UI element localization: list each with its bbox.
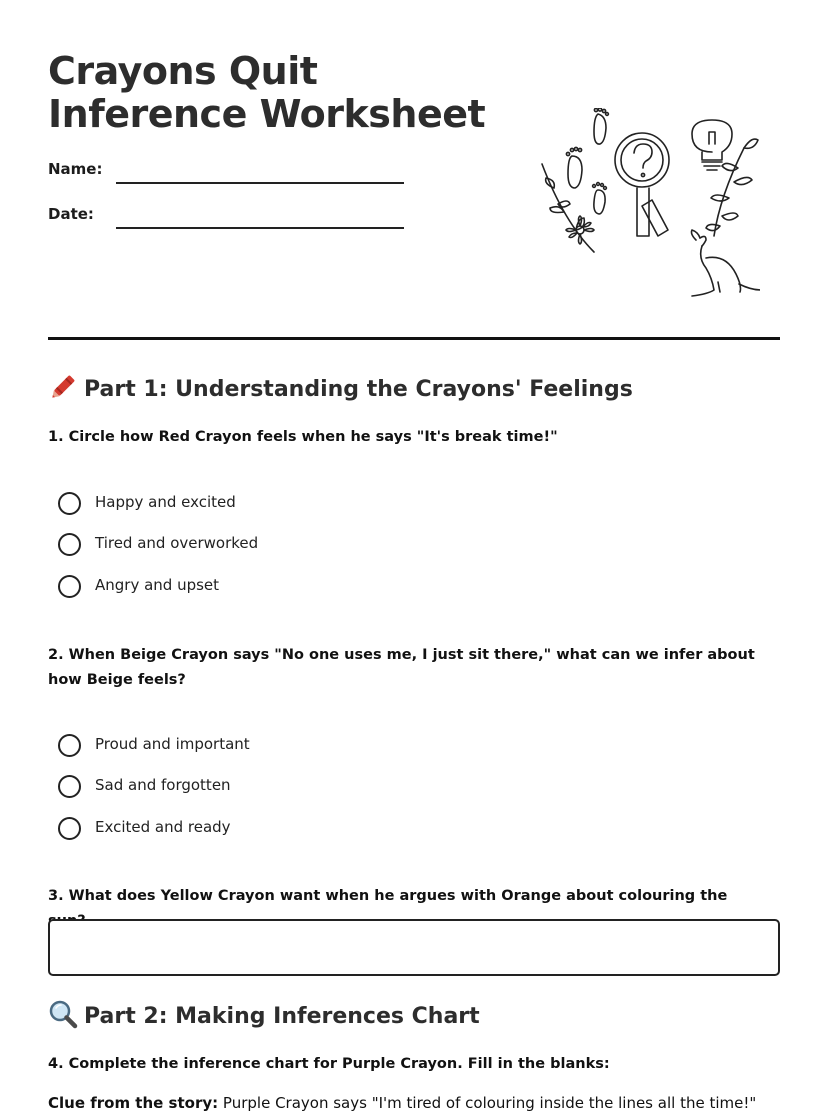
option-label: Sad and forgotten: [95, 776, 231, 794]
date-blank-line[interactable]: [116, 227, 404, 229]
magnifying-glass-icon: [48, 999, 78, 1029]
clue-line: [48, 1094, 756, 1112]
name-label: Name:: [48, 160, 103, 178]
part2-heading-text: Part 2: Making Inferences Chart: [84, 1004, 480, 1029]
option-label: Proud and important: [95, 735, 250, 753]
radio-circle[interactable]: [58, 575, 81, 598]
part1-heading: [48, 372, 633, 402]
question-3: 3. What does Yellow Crayon want when he argues with Orange about colouring the: [48, 888, 728, 904]
q3-answer-box[interactable]: [48, 919, 780, 976]
magnifying-glass-question-icon: [615, 133, 669, 236]
date-field-row: [48, 205, 408, 235]
date-label: Date:: [48, 205, 94, 223]
question-2: 2. When Beige Crayon says "No one uses me, I just sit there," what can we infer about how Beige feels?: [48, 647, 755, 688]
inference-illustration: [534, 108, 760, 298]
radio-circle[interactable]: [58, 533, 81, 556]
option-label: Excited and ready: [95, 818, 231, 836]
question-4: 4. Complete the inference chart for Purple Crayon. Fill in the blanks:: [48, 1056, 610, 1072]
option-label: Tired and overworked: [95, 534, 259, 552]
worksheet-title: Crayons Quit Inference Worksheet: [48, 49, 486, 136]
crayon-icon: [48, 372, 78, 402]
option-label: Angry and upset: [95, 576, 220, 594]
clue-label: Clue from the story:: [48, 1094, 219, 1112]
option-label: Happy and excited: [95, 493, 236, 511]
radio-circle[interactable]: [58, 734, 81, 757]
section-divider: [48, 337, 780, 340]
radio-circle[interactable]: [58, 817, 81, 840]
footprints-icon: [566, 108, 608, 214]
part2-heading: [48, 999, 480, 1029]
name-blank-line[interactable]: [116, 182, 404, 184]
kangaroo-icon: [692, 230, 761, 296]
radio-circle[interactable]: [58, 492, 81, 515]
question-1: 1. Circle how Red Crayon feels when he says "It's break time!": [48, 429, 558, 445]
name-field-row: [48, 160, 408, 190]
lightbulb-icon: [692, 120, 732, 170]
clue-text: Purple Crayon says "I'm tired of colouring inside the lines all the time!": [222, 1094, 757, 1112]
radio-circle[interactable]: [58, 775, 81, 798]
part1-heading-text: Part 1: Understanding the Crayons' Feelings: [84, 377, 633, 402]
